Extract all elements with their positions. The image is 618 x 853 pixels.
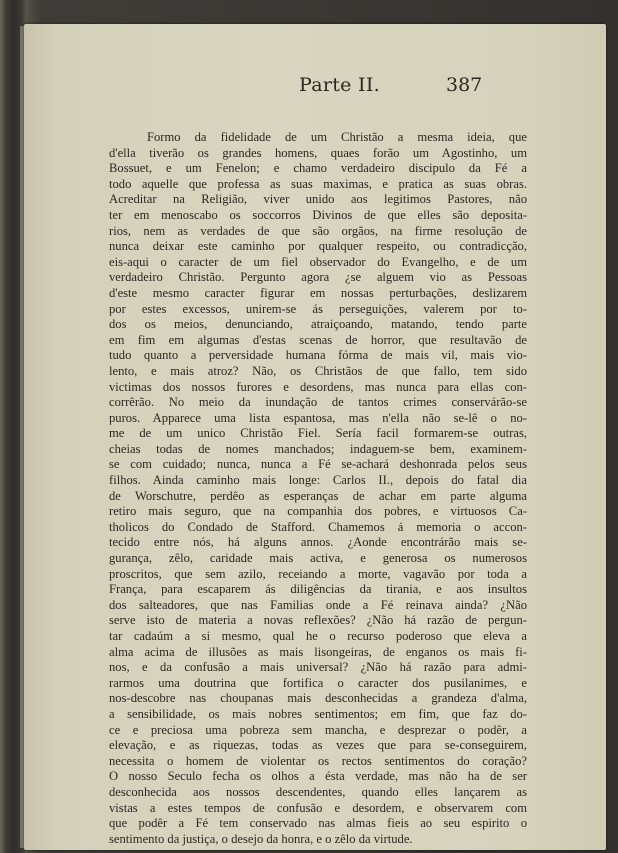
text-line: nos-descobre nas choupanas mais desconhecidas a grandeza d'alma, — [109, 691, 527, 706]
text-line: Acreditar na Religião, viver unido aos legitimos Pastores, não — [109, 192, 527, 207]
text-line: todo aquelle que professa as suas maximas, e pratica as suas obras. — [109, 176, 527, 191]
text-line: dos salteadores, que nas Familias onde a Fé reinava ainda? ¿Não — [109, 597, 527, 612]
text-line: dos os meios, denunciando, atraiçoando, matando, tendo parte — [109, 317, 527, 332]
text-line: d'este mesmo caracter figurar em nossas perturbações, deslizarem — [109, 285, 527, 300]
text-line: victimas dos nossos furores e desordens, mas nunca para ellas con- — [109, 379, 527, 394]
text-line: serve isto de materia a novas reflexões? ¿Não há razão de pergun- — [109, 613, 527, 628]
text-line: rarmos uma doutrina que fortifica o caracter dos pusilanimes, e — [109, 675, 527, 690]
text-line: desconhecida aos nossos descendentes, quando elles lançarem as — [109, 784, 527, 799]
text-line: rios, nem as verdades de que são orgãos, na firme resolução de — [109, 223, 527, 238]
text-line: proscritos, que sem azilo, receiando a morte, vagavão por toda a — [109, 566, 527, 581]
text-line: puros. Apparece uma lista espantosa, mas n'ella não se-lê o no- — [109, 410, 527, 425]
text-line: ter em menoscabo os soccorros Divinos de que elles são deposita- — [109, 207, 527, 222]
text-line: corrêrão. No meio da inundação de tantos crimes conservárão-se — [109, 395, 527, 410]
page-header — [44, 74, 604, 110]
text-line: ce e preciosa uma pobreza sem mancha, e desprezar o podêr, a — [109, 722, 527, 737]
page-number: 387 — [446, 74, 483, 96]
text-line: O nosso Seculo fecha os olhos a ésta verdade, mas não ha de ser — [109, 769, 527, 784]
text-line: eis-aqui o caracter de um fiel observador do Evangelho, e de um — [109, 254, 527, 269]
text-line: França, para escaparem ás diligências da tirania, e aos insultos — [109, 582, 527, 597]
text-line: retiro mais seguro, que na companhia dos pobres, e virtuosos Ca- — [109, 504, 527, 519]
text-line: tar cadaúm a si mesmo, qual he o recurso poderoso que eleva a — [109, 629, 527, 643]
text-line: tholicos do Condado de Stafford. Chamemos á memoria o accon- — [109, 519, 527, 534]
text-line: vistas a estes tempos de confusão e desordem, e observarem com — [109, 800, 527, 815]
text-line: cheias todas de nomes manchados; indaguem-se bem, examinem- — [109, 441, 527, 456]
text-line: por estes excessos, unirem-se ás perseguições, valerem por to- — [109, 301, 527, 316]
text-line: nunca deixar este caminho por qualquer respeito, ou contradicção, — [109, 239, 527, 254]
text-line: Bossuet, e um Fenelon; e chamo verdadeiro discipulo da Fé a — [109, 161, 527, 176]
text-line: necessita o homem de violentar os rectos sentimentos do coração? — [109, 753, 527, 768]
text-line: que podêr a Fé tem conservado nas almas fieis ao seu espirito o — [109, 816, 527, 831]
text-line: elevação, e as riquezas, todas as vezes que para se-conseguirem, — [109, 738, 527, 753]
text-line: lento, e mais atroz? Não, os Christãos de que fallo, tem sido — [109, 363, 527, 378]
text-line: a sensibilidade, os mais nobres sentimentos; em fim, que faz do- — [109, 706, 527, 721]
book-page — [24, 24, 606, 850]
text-line: Formo da fidelidade de um Christão a mesma ideia, que — [147, 130, 527, 144]
text-line: alma acima de illusões as mais lisongeiras, de enganos os mais fi- — [109, 644, 527, 659]
text-line: em fim em algumas d'estas scenas de horror, que resultavão de — [109, 332, 527, 347]
text-line: se com cuidado; nunca, nunca a Fé se-achará deshonrada pelos seus — [109, 457, 527, 472]
text-line: tudo quanto a perversidade humana fórma de mais vil, mais vio- — [109, 348, 527, 363]
text-line: sentimento da justiça, o desejo da honra, e o zêlo da virtude. — [109, 831, 413, 846]
text-line: tecido entre nós, há alguns annos. ¿Aonde encontrárão mais se- — [109, 535, 527, 550]
text-line: me de um unico Christão Fiel. Sería facil formarem-se outras, — [109, 426, 527, 441]
body-paragraph — [109, 130, 527, 847]
text-line: nos, e da confusão a mais universal? ¿Não há razão para admi- — [109, 660, 527, 675]
running-head: Parte II. — [299, 74, 381, 96]
text-line: de Worschutre, perdêo as esperanças de achar em parte alguma — [109, 488, 527, 503]
text-line: gurança, zêlo, caridade mais activa, e generosa os numerosos — [109, 551, 527, 566]
text-line: d'ella tiverão os grandes homens, quaes forão um Agostinho, um — [109, 145, 527, 160]
text-line: filhos. Ainda caminho mais longe: Carlos II., depois do fatal dia — [109, 473, 527, 488]
text-line: verdadeiro Christão. Pergunto agora ¿se alguem vio as Pessoas — [109, 270, 527, 285]
